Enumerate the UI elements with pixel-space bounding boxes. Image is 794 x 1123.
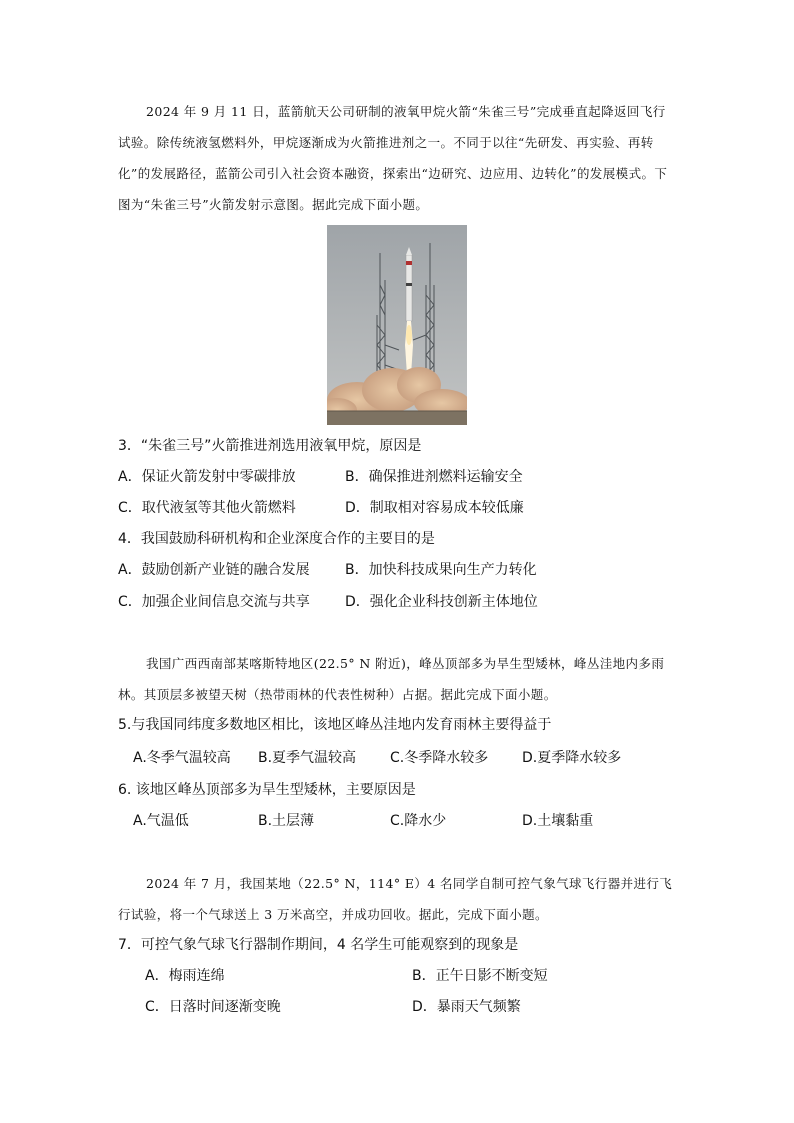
question-5-stem: 5.与我国同纬度多数地区相比，该地区峰丛洼地内发育雨林主要得益于 bbox=[118, 717, 552, 733]
question-7-option-b[interactable]: B．正午日影不断变短 bbox=[412, 968, 548, 984]
question-4-option-b[interactable]: B．加快科技成果向生产力转化 bbox=[345, 562, 537, 578]
question-3-option-d[interactable]: D．制取相对容易成本较低廉 bbox=[345, 500, 524, 516]
passage-rocket: 2024 年 9 月 11 日，蓝箭航天公司研制的液氧甲烷火箭“朱雀三号”完成垂直起降返回飞行试验。除传统液氢燃料外，甲烷逐渐成为火箭推进剂之一。不同于以往“先研发、再实验、再转化”的发展路径，蓝箭公司引入社会资本融资，探索出“边研究、边应用、边转化”的发展模式。下图为“朱雀三号”火箭发射示意图。据此完成下面小题。 bbox=[118, 104, 668, 212]
question-3-option-a[interactable]: A．保证火箭发射中零碳排放 bbox=[118, 469, 296, 485]
question-6-option-b[interactable]: B.土层薄 bbox=[258, 813, 315, 829]
question-6-option-c[interactable]: C.降水少 bbox=[390, 813, 447, 829]
passage-karst: 我国广西西南部某喀斯特地区(22.5° N 附近)，峰丛顶部多为旱生型矮林，峰丛洼地内多雨林。其顶层多被望天树（热带雨林的代表性树种）占据。据此完成下面小题。 bbox=[118, 656, 665, 702]
question-6-stem: 6. 该地区峰丛顶部多为旱生型矮林，主要原因是 bbox=[118, 782, 416, 798]
question-7-option-c[interactable]: C．日落时间逐渐变晚 bbox=[145, 999, 281, 1015]
question-5-option-d[interactable]: D.夏季降水较多 bbox=[522, 750, 622, 766]
question-6-option-a[interactable]: A.气温低 bbox=[133, 813, 189, 829]
question-3-option-b[interactable]: B．确保推进剂燃料运输安全 bbox=[345, 469, 523, 485]
question-7-stem: 7．可控气象气球飞行器制作期间，4 名学生可能观察到的现象是 bbox=[118, 937, 519, 953]
question-7-option-a[interactable]: A．梅雨连绵 bbox=[145, 968, 225, 984]
rocket-launch-photo bbox=[327, 225, 467, 425]
question-3-option-c[interactable]: C．取代液氢等其他火箭燃料 bbox=[118, 500, 296, 516]
question-7-option-d[interactable]: D．暴雨天气频繁 bbox=[412, 999, 521, 1015]
question-4-option-a[interactable]: A．鼓励创新产业链的融合发展 bbox=[118, 562, 310, 578]
question-4-stem: 4．我国鼓励科研机构和企业深度合作的主要目的是 bbox=[118, 531, 435, 547]
question-5-option-b[interactable]: B.夏季气温较高 bbox=[258, 750, 357, 766]
question-4-option-d[interactable]: D．强化企业科技创新主体地位 bbox=[345, 594, 538, 610]
passage-balloon: 2024 年 7 月，我国某地（22.5° N，114° E）4 名同学自制可控气象气球飞行器并进行飞行试验，将一个气球送上 3 万米高空，并成功回收。据此，完成下面小题。 bbox=[118, 876, 673, 922]
question-5-option-c[interactable]: C.冬季降水较多 bbox=[390, 750, 489, 766]
question-3-stem: 3．“朱雀三号”火箭推进剂选用液氧甲烷，原因是 bbox=[118, 438, 422, 454]
question-4-option-c[interactable]: C．加强企业间信息交流与共享 bbox=[118, 594, 310, 610]
question-5-option-a[interactable]: A.冬季气温较高 bbox=[133, 750, 231, 766]
question-6-option-d[interactable]: D.土壤黏重 bbox=[522, 813, 594, 829]
rocket bbox=[406, 247, 412, 321]
